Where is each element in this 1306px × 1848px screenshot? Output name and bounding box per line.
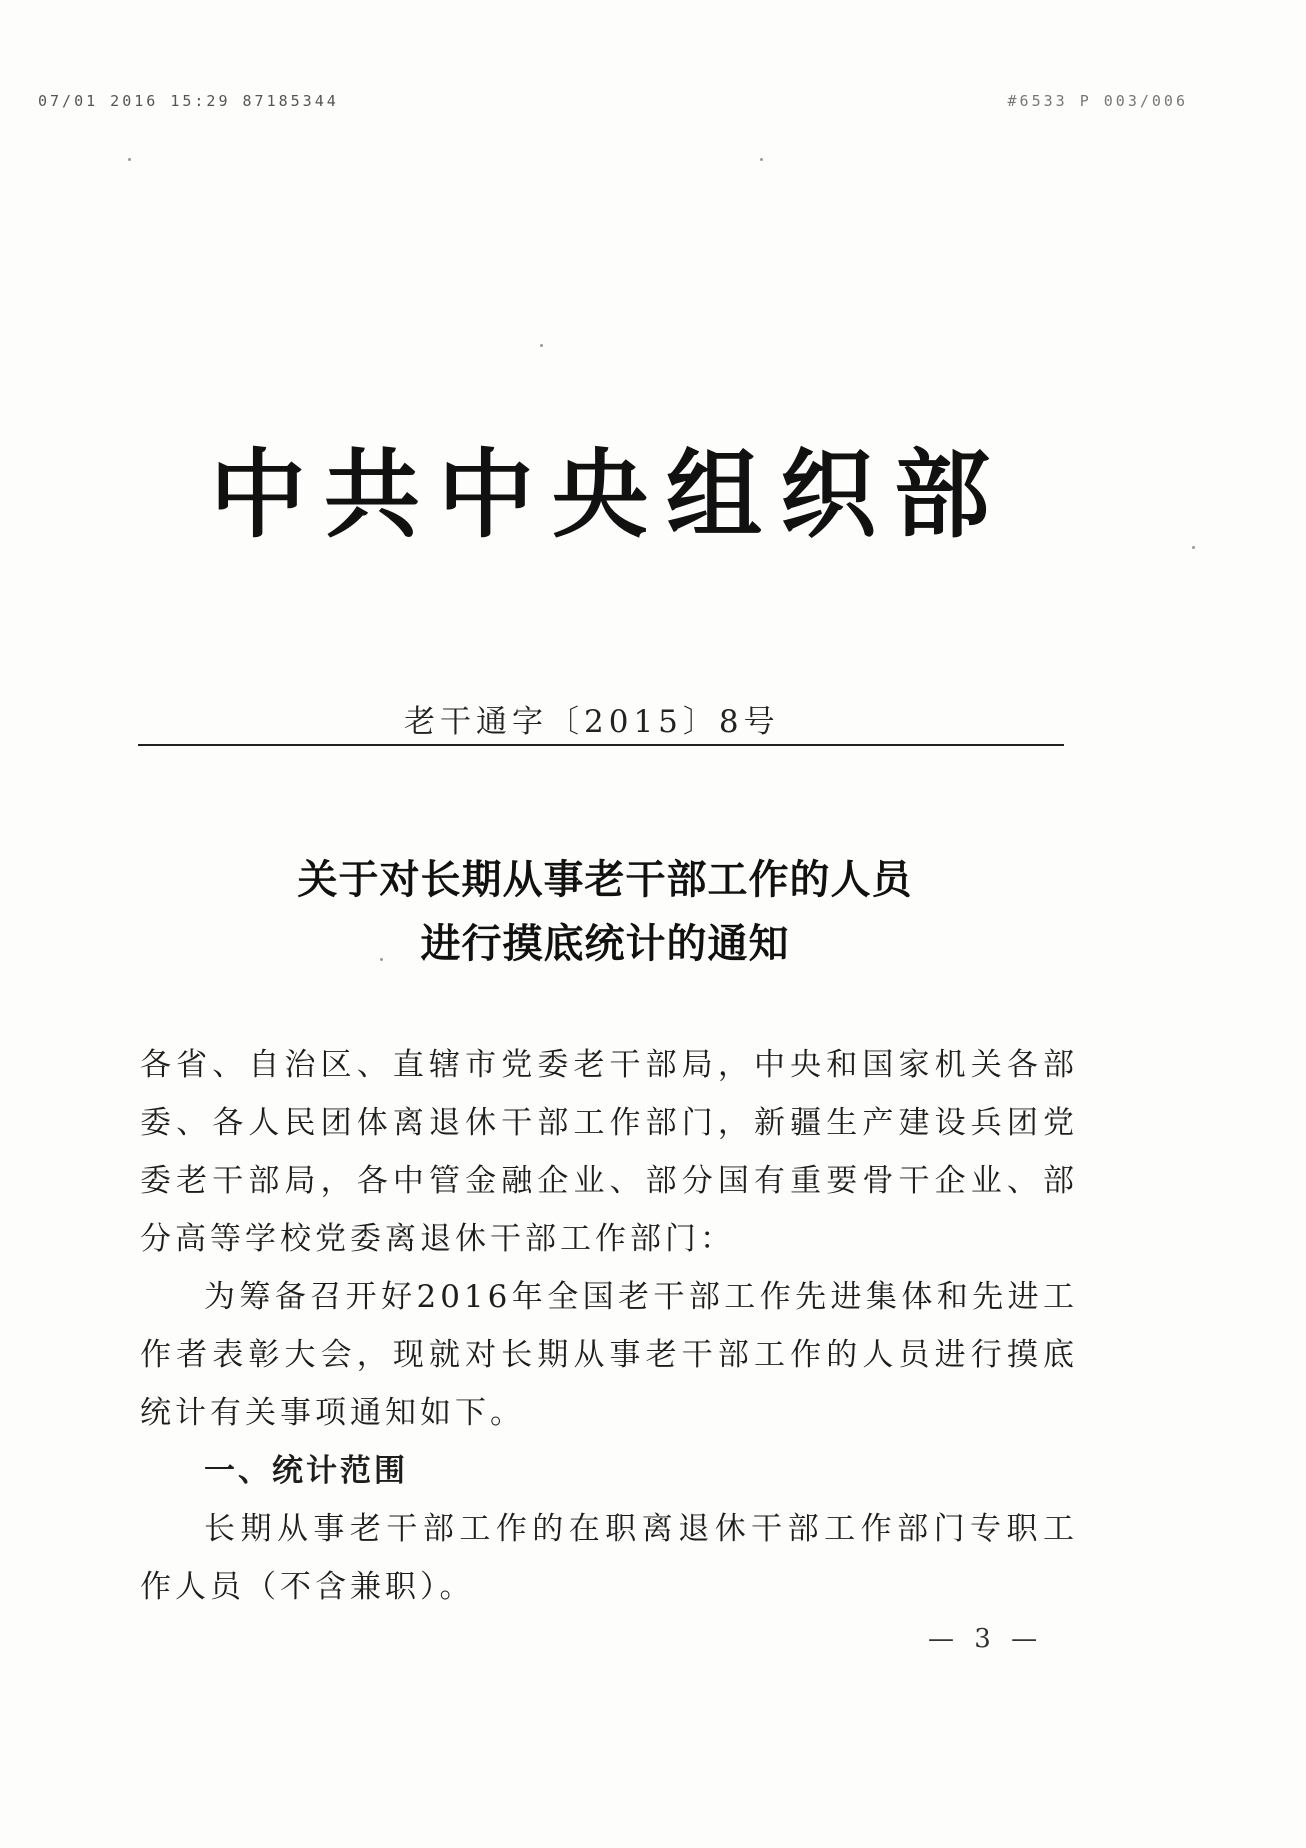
scan-speck [380,958,383,961]
scan-speck [540,344,543,347]
document-title [0,848,1210,976]
fax-header-right: #6533 P 003/006 [1007,92,1188,110]
document-body [140,1036,1078,1616]
title-line-1: 关于对长期从事老干部工作的人员 [297,857,913,903]
header-rule [138,744,1064,746]
intro-paragraph: 为筹备召开好2016年全国老干部工作先进集体和先进工作者表彰大会，现就对长期从事老干部工作的人员进行摸底统计有关事项通知如下。 [140,1279,1078,1431]
scan-speck [760,158,763,161]
fax-header-left: 07/01 2016 15:29 87185344 [38,92,339,110]
addressee: 各省、自治区、直辖市党委老干部局，中央和国家机关各部委、各人民团体离退休干部工作部门，新疆生产建设兵团党委老干部局，各中管金融企业、部分国有重要骨干企业、部分高等学校党委离退休干部工作部门： [140,1047,1078,1257]
section-1-text: 长期从事老干部工作的在职离退休干部工作部门专职工作人员（不含兼职）。 [140,1511,1078,1605]
issuer-heading: 中共中央组织部 [210,439,1008,551]
scan-speck [1192,546,1195,549]
section-1-heading: 一、统计范围 [204,1453,408,1489]
title-line-2: 进行摸底统计的通知 [420,921,790,967]
document-number: 老干通字〔2015〕8号 [404,704,780,740]
page-number: — 3 — [928,1624,1044,1654]
scan-speck [128,158,131,161]
